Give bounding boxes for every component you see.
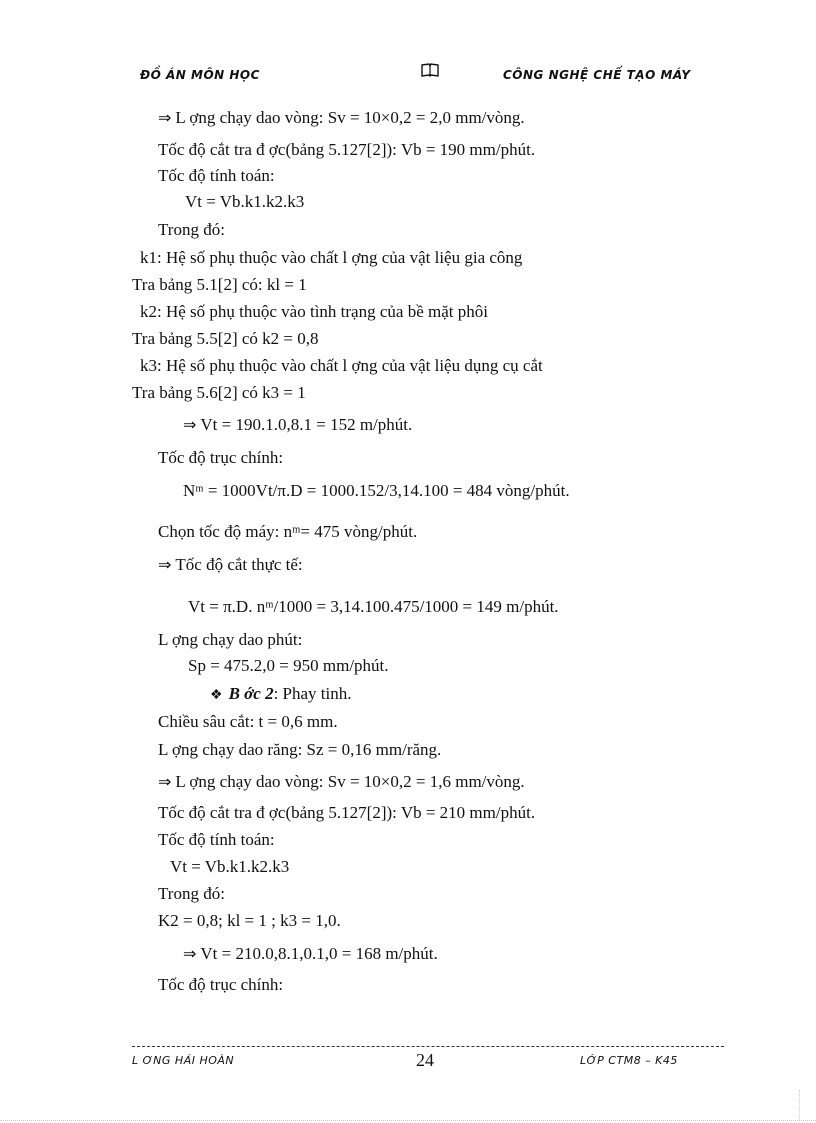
line-12: ⇒ Vt = 190.1.0,8.1 = 152 m/phút.	[183, 415, 413, 434]
line-14: Nᵐ = 1000Vt/π.D = 1000.152/3,14.100 = 484 vòng/phút.	[183, 481, 570, 500]
page-edge-vertical	[799, 1090, 800, 1120]
line-21: Chiều sâu cắt: t = 0,6 mm.	[158, 712, 338, 731]
page-number: 24	[416, 1050, 434, 1070]
line-17: Vt = π.D. nᵐ/1000 = 3,14.100.475/1000 = 149 m/phút.	[188, 597, 559, 616]
footer-class: LỚP CTM8 – K45	[580, 1054, 678, 1066]
page-edge-divider	[0, 1120, 816, 1121]
footer-author: L ƠNG HẢI HOÀN	[132, 1054, 235, 1066]
line-29: ⇒ Vt = 210.0,8.1,0.1,0 = 168 m/phút.	[183, 944, 438, 963]
line-18: L ợng chạy dao phút:	[158, 630, 303, 649]
implies-arrow-icon: ⇒	[158, 557, 172, 574]
line-23: ⇒ L ợng chạy dao vòng: Sv = 10×0,2 = 1,6 mm/vòng.	[158, 772, 525, 791]
line-15: Chọn tốc độ máy: nᵐ= 475 vòng/phút.	[158, 522, 418, 541]
line-9: Tra bảng 5.5[2] có k2 = 0,8	[132, 329, 319, 348]
line-5: Trong đó:	[158, 220, 225, 239]
line-28: K2 = 0,8; kl = 1 ; k3 = 1,0.	[158, 911, 341, 930]
line-16: ⇒ Tốc độ cắt thực tế:	[158, 555, 303, 574]
line-13: Tốc độ trục chính:	[158, 448, 284, 467]
header-left: ĐỒ ÁN MÔN HỌC	[140, 68, 260, 82]
implies-arrow-icon: ⇒	[183, 417, 197, 434]
line-26: Vt = Vb.k1.k2.k3	[170, 857, 290, 876]
implies-arrow-icon: ⇒	[183, 946, 197, 963]
line-11: Tra bảng 5.6[2] có k3 = 1	[132, 383, 306, 402]
line-2: Tốc độ cắt tra đ ợc(bảng 5.127[2]): Vb = 190 mm/phút.	[158, 140, 536, 159]
line-19: Sp = 475.2,0 = 950 mm/phút.	[188, 656, 389, 675]
line-10: k3: Hệ số phụ thuộc vào chất l ợng của vật liệu dụng cụ cắt	[140, 356, 543, 375]
line-20: ❖ B ớc 2: Phay tinh.	[210, 684, 352, 706]
line-8: k2: Hệ số phụ thuộc vào tình trạng của bề mặt phôi	[140, 302, 488, 321]
line-1: ⇒ L ợng chạy dao vòng: Sv = 10×0,2 = 2,0 mm/vòng.	[158, 108, 525, 127]
line-3: Tốc độ tính toán:	[158, 166, 275, 185]
line-7: Tra bảng 5.1[2] có: kl = 1	[132, 275, 307, 294]
book-icon	[420, 62, 440, 83]
implies-arrow-icon: ⇒	[158, 774, 172, 791]
header-right: CÔNG NGHỆ CHẾ TẠO MÁY	[503, 68, 691, 82]
footer-divider	[132, 1046, 724, 1047]
line-6: k1: Hệ số phụ thuộc vào chất l ợng của vật liệu gia công	[140, 248, 523, 267]
line-25: Tốc độ tính toán:	[158, 830, 275, 849]
diamond-bullet-icon: ❖	[210, 688, 223, 703]
line-4: Vt = Vb.k1.k2.k3	[185, 192, 305, 211]
line-30: Tốc độ trục chính:	[158, 975, 284, 994]
line-27: Trong đó:	[158, 884, 225, 903]
step-title: B ớc 2	[228, 684, 274, 703]
implies-arrow-icon: ⇒	[158, 110, 172, 127]
line-22: L ợng chạy dao răng: Sz = 0,16 mm/răng.	[158, 740, 442, 759]
line-24: Tốc độ cắt tra đ ợc(bảng 5.127[2]): Vb = 210 mm/phút.	[158, 803, 536, 822]
